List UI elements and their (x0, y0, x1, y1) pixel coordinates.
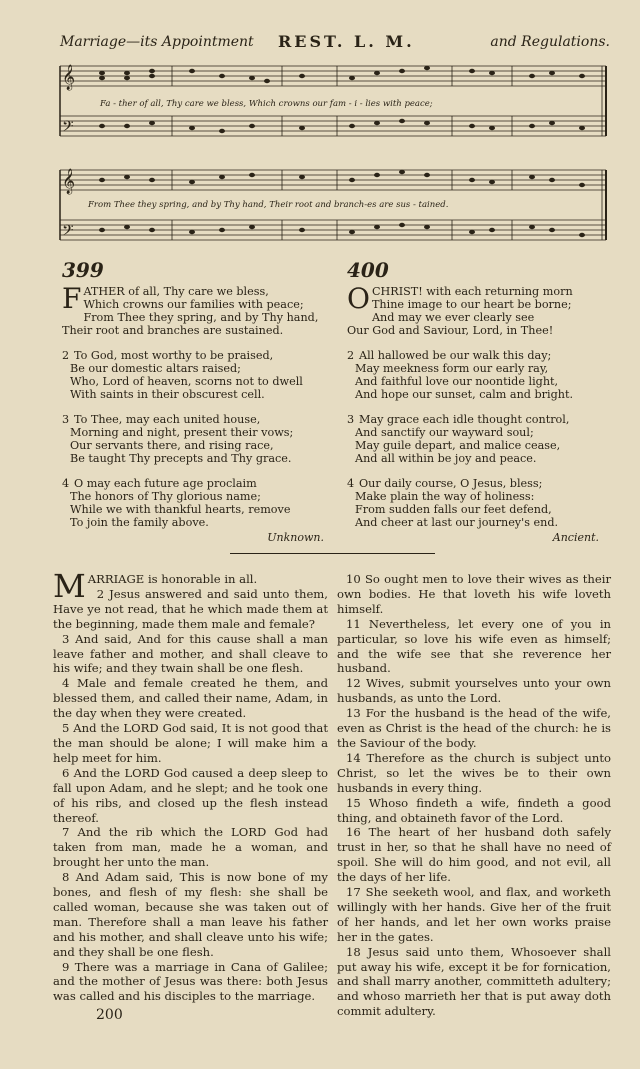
reading-verse: 15 Whoso findeth a wife, findeth a good thing, and obtaineth favor of the Lord. (337, 795, 611, 825)
reading-verse: 17 She seeketh wool, and flax, and worketh willingly with her hands. Give her of the fruit of her hands, and let her own works praise her in the gates. (337, 885, 611, 944)
hymn-verse: 2 All hallowed be our walk this day; May meekness form our early ray, And faithful love our noontide light, And hope our sunset, calm and bright. (347, 349, 574, 401)
running-head-right: and Regulations. (490, 34, 610, 50)
reading-right-column (337, 572, 611, 1019)
verse-number: 3 (62, 413, 70, 426)
hymn-verse: 4 O may each future age proclaim The honors of Thy glorious name; While we with thankful hearts, remove To join the family above. (62, 477, 291, 529)
reading-verse: 8 And Adam said, This is now bone of my bones, and flesh of my flesh: she shall be called woman, because she was taken out of man. Therefore shall a man leave his father and his mother, and shall cleave unto his wife; and they shall be one flesh. (53, 870, 328, 959)
hymn-verse: 4 Our daily course, O Jesus, bless; Make plain the way of holiness: From sudden falls our feet defend, And cheer at last our journey's end. (347, 477, 559, 529)
hymn-verse: 3 To Thee, may each united house, Morning and night, present their vows; Our servants there, and rising race, Be taught Thy precepts and Thy grace. (62, 413, 294, 465)
reading-verse: MARRIAGE is honorable in all. (53, 567, 258, 605)
verse-number: 2 (62, 349, 70, 362)
hymn-399 (62, 282, 324, 544)
hymn-number-400: 400 (347, 258, 389, 282)
hymn-author: Ancient. (552, 531, 599, 544)
drop-cap: M (53, 567, 86, 605)
hymn-author: Unknown. (267, 531, 324, 544)
reading-verse: 7 And the rib which the LORD God had taken from man, made he a woman, and brought her unto the man. (53, 825, 328, 870)
svg-text:𝄢: 𝄢 (62, 118, 74, 139)
svg-text:𝄢: 𝄢 (62, 222, 74, 243)
reading-verse: 9 There was a marriage in Cana of Galilee; and the mother of Jesus was there: both Jesus was called and his disciples to the marriage. (53, 959, 328, 1004)
running-head-left: Marriage—its Appointment (60, 34, 254, 50)
hymn-number-399: 399 (62, 258, 104, 282)
reading-left-column (53, 567, 328, 1004)
tune-title: REST. L. M. (278, 32, 415, 51)
reading-verse: 3 And said, And for this cause shall a man leave father and mother, and shall cleave to his wife; and they twain shall be one flesh. (53, 631, 328, 676)
verse-number: 4 (347, 477, 355, 490)
svg-text:𝄞: 𝄞 (62, 65, 76, 90)
reading-verse: 11 Nevertheless, let every one of you in particular, so love his wife even as himself; and the wife see that she reverence her husband. (337, 616, 611, 676)
hymn-verse: 3 May grace each idle thought control, And sanctify our wayward soul; May guile depart, and malice cease, And all within be joy and peace. (347, 413, 570, 465)
reading-verse: 18 Jesus said unto them, Whosoever shall put away his wife, except it be for fornication, and shall marry another, committeth adultery; and whoso marrieth her that is put away doth commit adultery. (337, 944, 611, 1019)
reading-verse: 5 And the LORD God said, It is not good that the man should be alone; I will make him a help meet for him. (53, 721, 328, 765)
section-divider (230, 553, 435, 554)
drop-cap: O (347, 282, 370, 315)
page-number: 200 (96, 1007, 123, 1023)
hymn-400 (347, 282, 599, 544)
music-system-2 (52, 162, 612, 258)
drop-cap: F (62, 282, 82, 315)
verse-number: 2 (347, 349, 355, 362)
reading-verse: 10 So ought men to love their wives as their own bodies. He that loveth his wife loveth himself. (337, 572, 611, 616)
reading-verse: 6 And the LORD God caused a deep sleep to fall upon Adam, and he slept; and he took one of his ribs, and closed up the flesh instead thereof. (53, 765, 328, 825)
verse-number: 4 (62, 477, 70, 490)
reading-verse: 2 Jesus answered and said unto them, Have ye not read, that he which made them at the beginning, made them male and female? (53, 586, 328, 631)
lyrics-line-2: From Thee they spring, and by Thy hand, Their root and branch-es are sus - tained. (88, 200, 449, 210)
reading-verse: 4 Male and female created he them, and blessed them, and called their name, Adam, in the day when they were created. (53, 676, 328, 721)
hymn-verse: O CHRIST! with each returning morn Thine image to our heart be borne; And may we ever clearly see Our God and Saviour, Lord, in Thee! (347, 282, 573, 337)
verse-number: 3 (347, 413, 355, 426)
lyrics-line-1: Fa - ther of all, Thy care we bless, Which crowns our fam - i - lies with peace; (100, 99, 433, 109)
reading-verse: 14 Therefore as the church is subject unto Christ, so let the wives be to their own husbands in every thing. (337, 750, 611, 795)
hymn-verse: 2 To God, most worthy to be praised, Be our domestic altars raised; Who, Lord of heaven, scorns not to dwell With saints in their obscurest cell. (62, 349, 303, 401)
reading-verse: 13 For the husband is the head of the wife, even as Christ is the head of the church: he is the Saviour of the body. (337, 706, 611, 750)
hymn-verse: F ATHER of all, Thy care we bless, Which crowns our families with peace; From Thee they spring, and by Thy hand, Their root and branches are sustained. (62, 282, 319, 337)
reading-verse: 16 The heart of her husband doth safely trust in her, so that he shall have no need of spoil. She will do him good, and not evil, all the days of her life. (337, 825, 611, 885)
svg-text:𝄞: 𝄞 (62, 169, 76, 194)
reading-verse: 12 Wives, submit yourselves unto your own husbands, as unto the Lord. (337, 676, 611, 706)
